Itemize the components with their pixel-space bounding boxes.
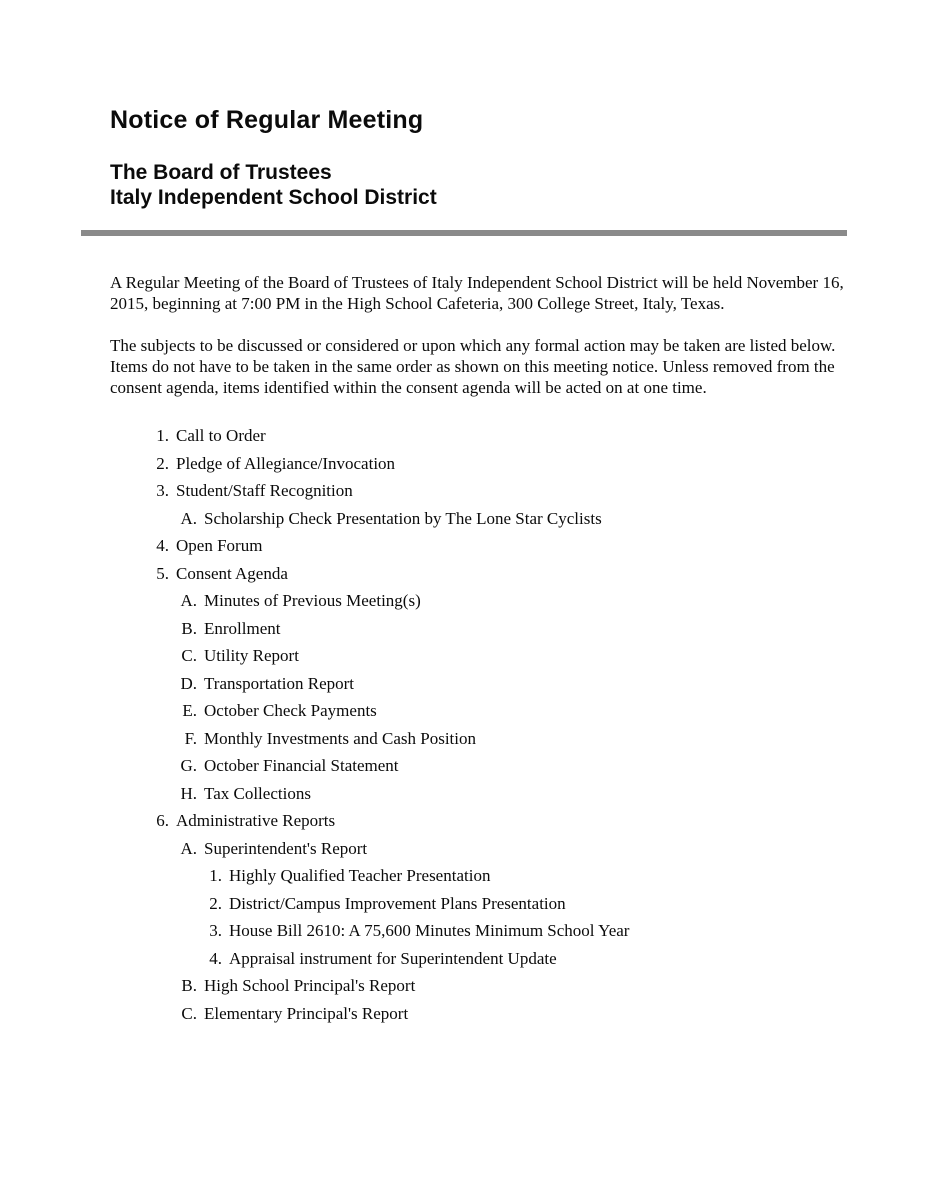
agenda-item-text: Enrollment: [204, 618, 281, 638]
agenda-item: [110, 560, 847, 588]
document-body: [110, 272, 847, 1027]
agenda-item-text: Pledge of Allegiance/Invocation: [176, 453, 396, 473]
agenda-item-text: Elementary Principal's Report: [204, 1003, 409, 1023]
agenda-item-text: Transportation Report: [204, 673, 355, 693]
subjects-paragraph: The subjects to be discussed or considered or upon which any formal action may be taken are listed below. Items do not have to be taken in the same order as shown on this meeting notice. Unless removed from the consent agenda, items identified within the consent agenda will be acted on at one time.: [110, 336, 836, 397]
agenda-item-marker: 4.: [209, 948, 222, 968]
agenda-item-text: Open Forum: [176, 536, 263, 555]
agenda-item: [110, 670, 847, 698]
agenda-item-text: October Check Payments: [204, 701, 377, 720]
agenda-item: [110, 697, 847, 725]
agenda-item-marker: A.: [180, 838, 197, 858]
agenda-item: [110, 477, 847, 505]
agenda-item: [110, 642, 847, 670]
agenda-item-marker: E.: [182, 701, 197, 720]
subtitle-organization: The Board of Trustees: [110, 161, 332, 184]
agenda-item-text: Scholarship Check Presentation by The Lone Star Cyclists: [204, 508, 602, 528]
agenda-item-marker: 2.: [209, 893, 222, 913]
agenda-item-marker: B.: [181, 618, 197, 638]
agenda-item-text: Call to Order: [176, 426, 266, 445]
agenda-item: [110, 587, 847, 615]
agenda-item: [110, 532, 847, 560]
agenda-item: [110, 862, 847, 890]
agenda-item: [110, 780, 847, 808]
agenda-item: [110, 505, 847, 533]
agenda-item-text: High School Principal's Report: [204, 976, 416, 995]
agenda-item-marker: 1.: [156, 426, 169, 445]
agenda-item-marker: C.: [181, 646, 197, 665]
agenda-item-marker: C.: [181, 1003, 197, 1023]
agenda-item-text: Appraisal instrument for Superintendent Update: [229, 948, 557, 968]
agenda-item-text: Utility Report: [204, 646, 299, 665]
agenda-item: [110, 890, 847, 918]
agenda-item-text: Monthly Investments and Cash Position: [204, 728, 476, 748]
agenda-item-marker: F.: [184, 728, 197, 748]
agenda-item-marker: 3.: [209, 921, 222, 940]
agenda-item: [110, 917, 847, 945]
agenda-item: [110, 1000, 847, 1028]
agenda-item-text: Superintendent's Report: [204, 838, 368, 858]
agenda-item-marker: 4.: [156, 536, 169, 555]
agenda-item: [110, 752, 847, 780]
agenda-item: [110, 807, 847, 835]
agenda-item-marker: 1.: [209, 866, 222, 885]
agenda-item-text: Administrative Reports: [176, 811, 336, 830]
agenda-item-text: Consent Agenda: [176, 563, 288, 583]
agenda-item-text: Tax Collections: [204, 783, 311, 803]
agenda-item-text: October Financial Statement: [204, 756, 399, 775]
agenda-item-marker: 5.: [156, 563, 169, 583]
horizontal-rule: [81, 230, 847, 236]
agenda-item: [110, 835, 847, 863]
agenda-item-text: Highly Qualified Teacher Presentation: [229, 866, 491, 885]
subtitle-district: Italy Independent School District: [110, 186, 437, 209]
agenda-item-text: District/Campus Improvement Plans Presentation: [229, 893, 566, 913]
meeting-details-paragraph: A Regular Meeting of the Board of Trustees of Italy Independent School District will be held November 16, 2015, beginning at 7:00 PM in the High School Cafeteria, 300 College Street, Italy, Texas.: [110, 273, 844, 313]
agenda-item-marker: G.: [180, 756, 197, 775]
agenda-list: [110, 422, 847, 1027]
agenda-item-marker: A.: [180, 591, 197, 610]
agenda-item-marker: A.: [180, 508, 197, 528]
agenda-item-text: Minutes of Previous Meeting(s): [204, 591, 421, 610]
document-subtitle: [110, 160, 847, 210]
agenda-item: [110, 450, 847, 478]
agenda-item-marker: H.: [180, 783, 197, 803]
agenda-item: [110, 945, 847, 973]
agenda-item-marker: B.: [181, 976, 197, 995]
page-title: Notice of Regular Meeting: [110, 106, 424, 134]
agenda-item-marker: 2.: [156, 453, 169, 473]
agenda-item-text: House Bill 2610: A 75,600 Minutes Minimum School Year: [229, 921, 630, 940]
agenda-item: [110, 725, 847, 753]
agenda-item: [110, 972, 847, 1000]
agenda-item: [110, 422, 847, 450]
agenda-item-marker: 6.: [156, 811, 169, 830]
agenda-item: [110, 615, 847, 643]
agenda-item-marker: D.: [180, 673, 197, 693]
agenda-item-text: Student/Staff Recognition: [176, 481, 353, 500]
agenda-item-marker: 3.: [156, 481, 169, 500]
